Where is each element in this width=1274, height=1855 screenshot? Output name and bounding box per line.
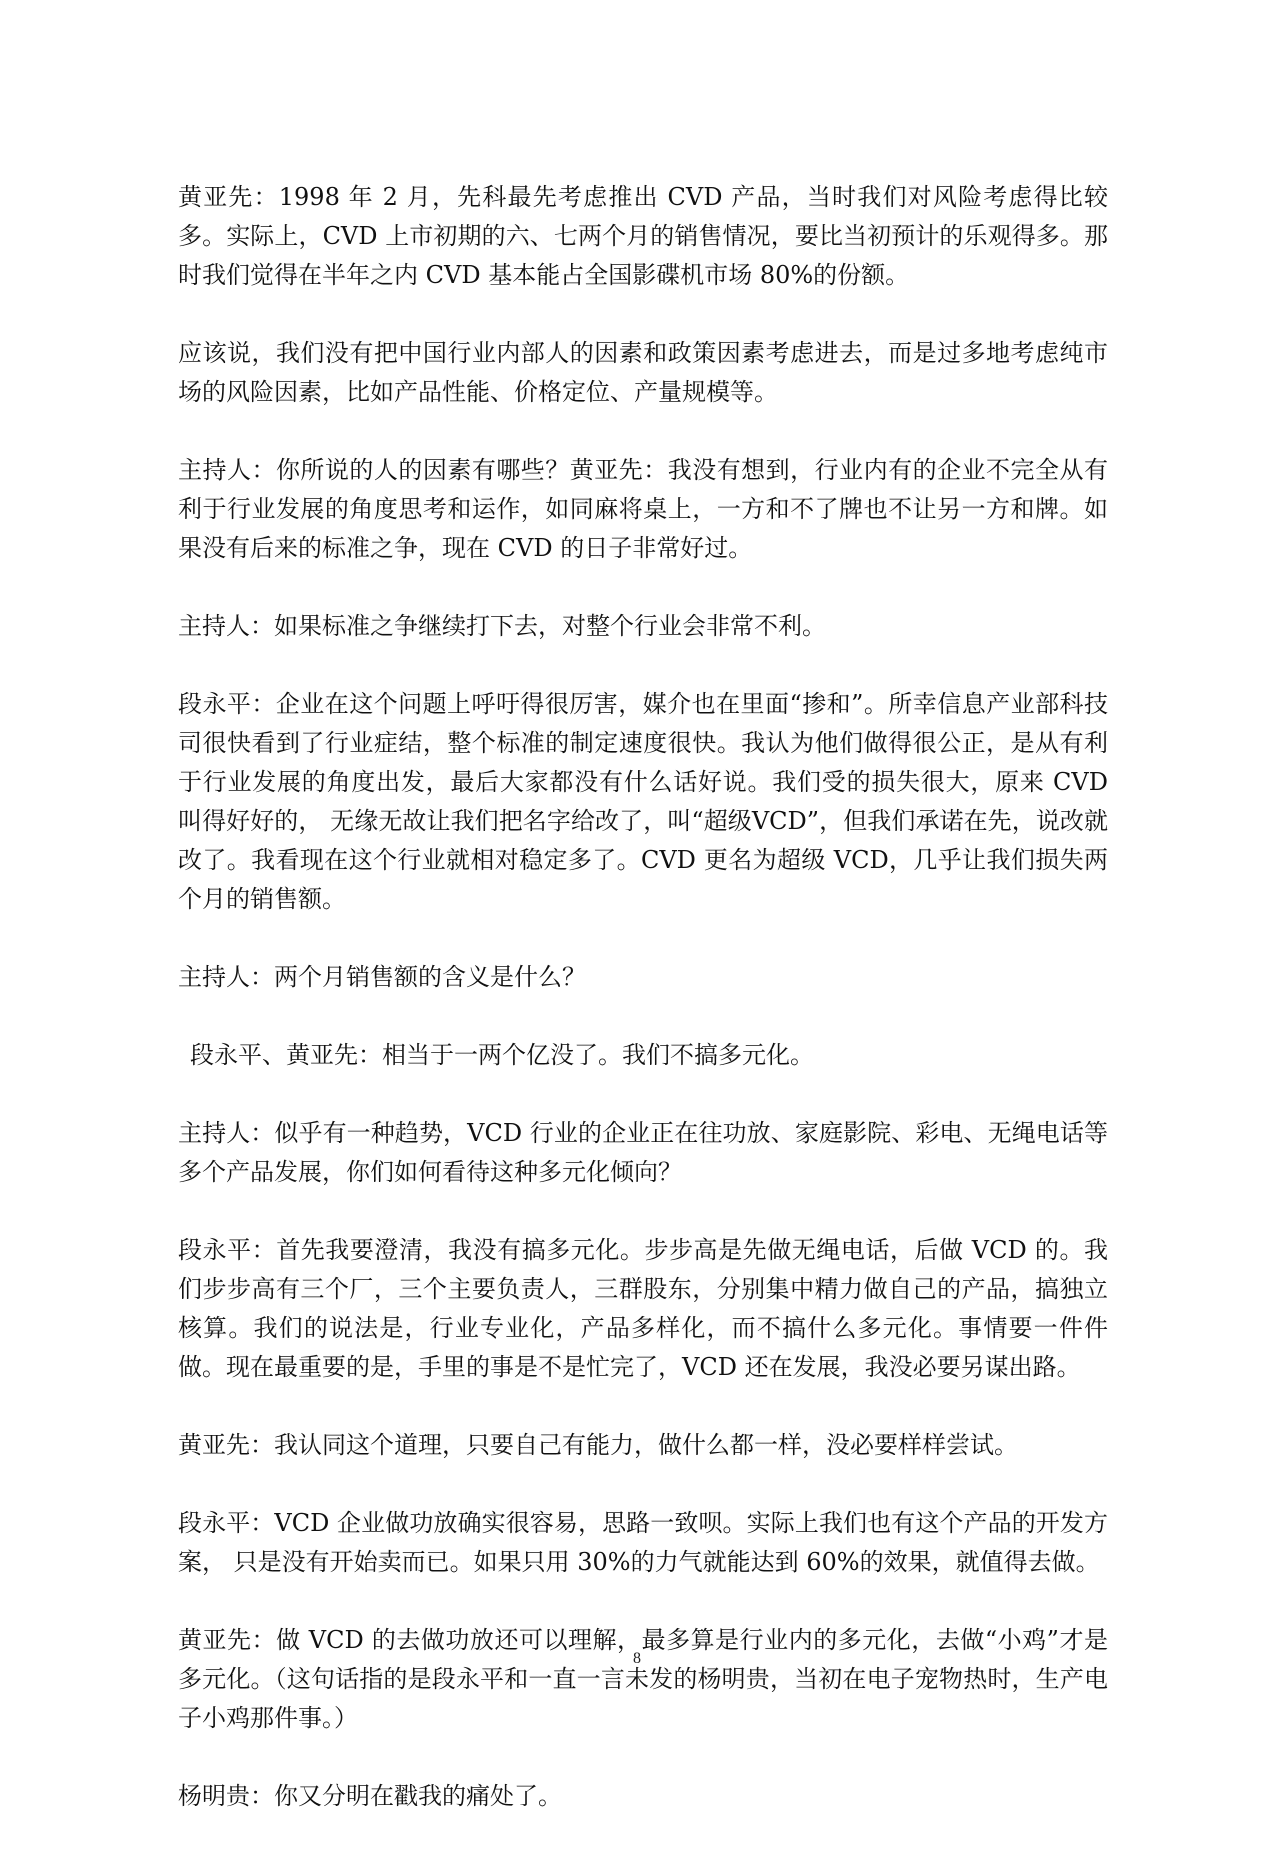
paragraph: 黄亚先：1998 年 2 月，先科最先考虑推出 CVD 产品，当时我们对风险考虑得比较多。实际上，CVD 上市初期的六、七两个月的销售情况，要比当初预计的乐观得多。那时我们觉得在半年之内 CVD 基本能占全国影碟机市场 80%的份额。 [178, 183, 1108, 289]
paragraph: 主持人：如果标准之争继续打下去，对整个行业会非常不利。 [178, 612, 826, 640]
paragraph: 段永平：VCD 企业做功放确实很容易，思路一致呗。实际上我们也有这个产品的开发方案， 只是没有开始卖而已。如果只用 30%的力气就能达到 60%的效果，就值得去做。 [178, 1509, 1108, 1576]
paragraph: 杨明贵：你又分明在戳我的痛处了。 [178, 1782, 562, 1810]
paragraph: 主持人：两个月销售额的含义是什么？ [178, 963, 586, 991]
paragraph: 段永平、黄亚先：相当于一两个亿没了。我们不搞多元化。 [190, 1041, 814, 1069]
paragraph: 段永平：企业在这个问题上呼吁得很厉害，媒介也在里面“掺和”。所幸信息产业部科技司很快看到了行业症结，整个标准的制定速度很快。我认为他们做得很公正，是从有利于行业发展的角度出发，最后大家都没有什么话好说。我们受的损失很大，原来 CVD 叫得好好的， 无缘无故让我们把名字给改了，叫“超级VCD”，但我们承诺在先，说改就改了。我看现在这个行业就相对稳定多了。CVD 更名为超级 VCD，几乎让我们损失两个月的销售额。 [178, 690, 1108, 913]
paragraph: 黄亚先：我认同这个道理，只要自己有能力，做什么都一样，没必要样样尝试。 [178, 1431, 1018, 1459]
document-body [178, 178, 1108, 1855]
paragraph: 黄亚先：做 VCD 的去做功放还可以理解，最多算是行业内的多元化，去做“小鸡”才是多元化。（这句话指的是段永平和一直一言未发的杨明贵，当初在电子宠物热时，生产电子小鸡那件事。） [178, 1626, 1108, 1732]
paragraph: 段永平：首先我要澄清，我没有搞多元化。步步高是先做无绳电话，后做 VCD 的。我们步步高有三个厂，三个主要负责人，三群股东，分别集中精力做自己的产品，搞独立核算。我们的说法是，行业专业化，产品多样化，而不搞什么多元化。事情要一件件做。现在最重要的是，手里的事是不是忙完了，VCD 还在发展，我没必要另谋出路。 [178, 1236, 1108, 1381]
page-number: 8 [633, 1650, 641, 1667]
paragraph: 主持人：似乎有一种趋势，VCD 行业的企业正在往功放、家庭影院、彩电、无绳电话等多个产品发展，你们如何看待这种多元化倾向？ [178, 1119, 1108, 1186]
paragraph: 主持人：你所说的人的因素有哪些？黄亚先：我没有想到，行业内有的企业不完全从有利于行业发展的角度思考和运作，如同麻将桌上，一方和不了牌也不让另一方和牌。如果没有后来的标准之争，现在 CVD 的日子非常好过。 [178, 456, 1108, 562]
paragraph: 应该说，我们没有把中国行业内部人的因素和政策因素考虑进去，而是过多地考虑纯市场的风险因素，比如产品性能、价格定位、产量规模等。 [178, 339, 1108, 406]
